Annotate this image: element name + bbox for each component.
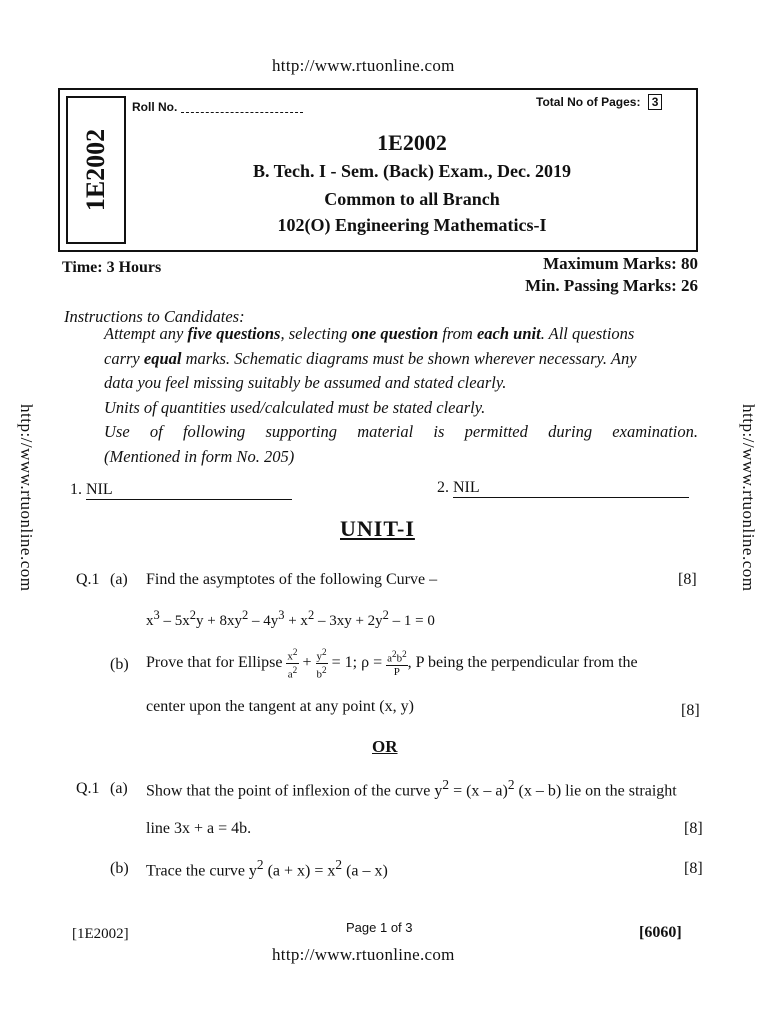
footer-code: [1E2002] (72, 926, 129, 942)
branch: Common to all Branch (324, 189, 500, 209)
instructions-body (104, 322, 698, 469)
q1-alt-b-marks: [8] (684, 860, 703, 877)
instruction-line-4: Units of quantities used/calculated must be stated clearly. (104, 397, 486, 417)
total-pages-label: Total No of Pages: (536, 95, 641, 109)
q1b-line-2: center upon the tangent at any point (x, y) (146, 698, 414, 715)
q1-alt-a-line-2: line 3x + a = 4b. (146, 820, 252, 837)
q1-alt-a-marks: [8] (684, 820, 703, 837)
unit-heading: UNIT-I (340, 516, 415, 541)
q1-alt-b-label: (b) (110, 860, 129, 877)
top-url: http://www.rtuonline.com (272, 56, 455, 75)
q1b-label: (b) (110, 656, 129, 673)
material-item-1: 1. NIL (70, 481, 292, 500)
paper-code-box (66, 96, 126, 244)
q1-label: Q.1 (76, 571, 100, 588)
ellipse-x-term: $\frac{x^2}{a^2}$ (287, 647, 298, 681)
q1-alt-a-label: (a) (110, 780, 128, 797)
instructions-heading: Instructions to Candidates: (64, 307, 245, 326)
ellipse-y-term: $\frac{y^2}{b^2}$ (316, 647, 327, 681)
footer-page: Page 1 of 3 (346, 920, 413, 935)
q1b-text: Prove that for Ellipse $\frac{x^2}{a^2}$ + $\frac{y^2}{b^2}$ = 1; ρ = $\frac{a^2b^2}{P}$ , P being the perpendicular from the (146, 647, 638, 681)
q1a-equation: $x^3 - 5x^2y + 8xy^2 - 4y^3 + x^2 - 3xy + 2y^2 - 1 = 0$ (146, 608, 435, 629)
paper-code: 1E2002 (377, 130, 447, 155)
instruction-line-1: Attempt any five questions, selecting one question from each unit. All questions (104, 324, 635, 343)
bottom-url: http://www.rtuonline.com (272, 945, 455, 964)
min-passing-marks: Min. Passing Marks: 26 (525, 276, 698, 295)
instruction-line-6: (Mentioned in form No. 205) (104, 446, 295, 466)
q1-alt-b-text: Trace the curve $y^2$ $(a + x) = x^2$ (a – x) (146, 857, 388, 880)
paper-code-vertical: 1E2002 (81, 128, 110, 212)
q1-alt-a-text: Show that the point of inflexion of the curve $y^2 = (x - a)^2$ (x – b) lie on the straight (146, 777, 677, 800)
right-side-url: http://www.rtuonline.com (739, 404, 758, 592)
max-marks: Maximum Marks: 80 (543, 254, 698, 273)
instruction-line-2: carry equal marks. Schematic diagrams must be shown wherever necessary. Any (104, 348, 637, 368)
q1a-label: (a) (110, 571, 128, 588)
subject-title: 102(O) Engineering Mathematics-I (277, 215, 547, 235)
instruction-line-5: Use of following supporting material is permitted during examination. (104, 422, 698, 441)
q1b-marks: [8] (681, 702, 700, 719)
material-item-2: 2. NIL (437, 479, 689, 498)
or-label: OR (372, 737, 398, 756)
roll-no-label: Roll No. (132, 100, 178, 114)
total-pages (536, 94, 662, 110)
roll-no (132, 100, 303, 114)
left-side-url: http://www.rtuonline.com (17, 404, 36, 592)
total-pages-value: 3 (648, 94, 663, 110)
q1-alt-label: Q.1 (76, 780, 100, 797)
footer-serial: [6060] (639, 924, 682, 941)
rho-fraction: $\frac{a^2b^2}{P}$ (387, 649, 407, 678)
q1a-text: Find the asymptotes of the following Curve – (146, 571, 438, 588)
roll-no-field[interactable] (181, 102, 303, 113)
exam-title: B. Tech. I - Sem. (Back) Exam., Dec. 2019 (253, 161, 571, 181)
instruction-line-3: data you feel missing suitably be assumed and stated clearly. (104, 373, 507, 392)
q1a-marks: [8] (678, 571, 697, 588)
time-label: Time: 3 Hours (62, 259, 162, 276)
